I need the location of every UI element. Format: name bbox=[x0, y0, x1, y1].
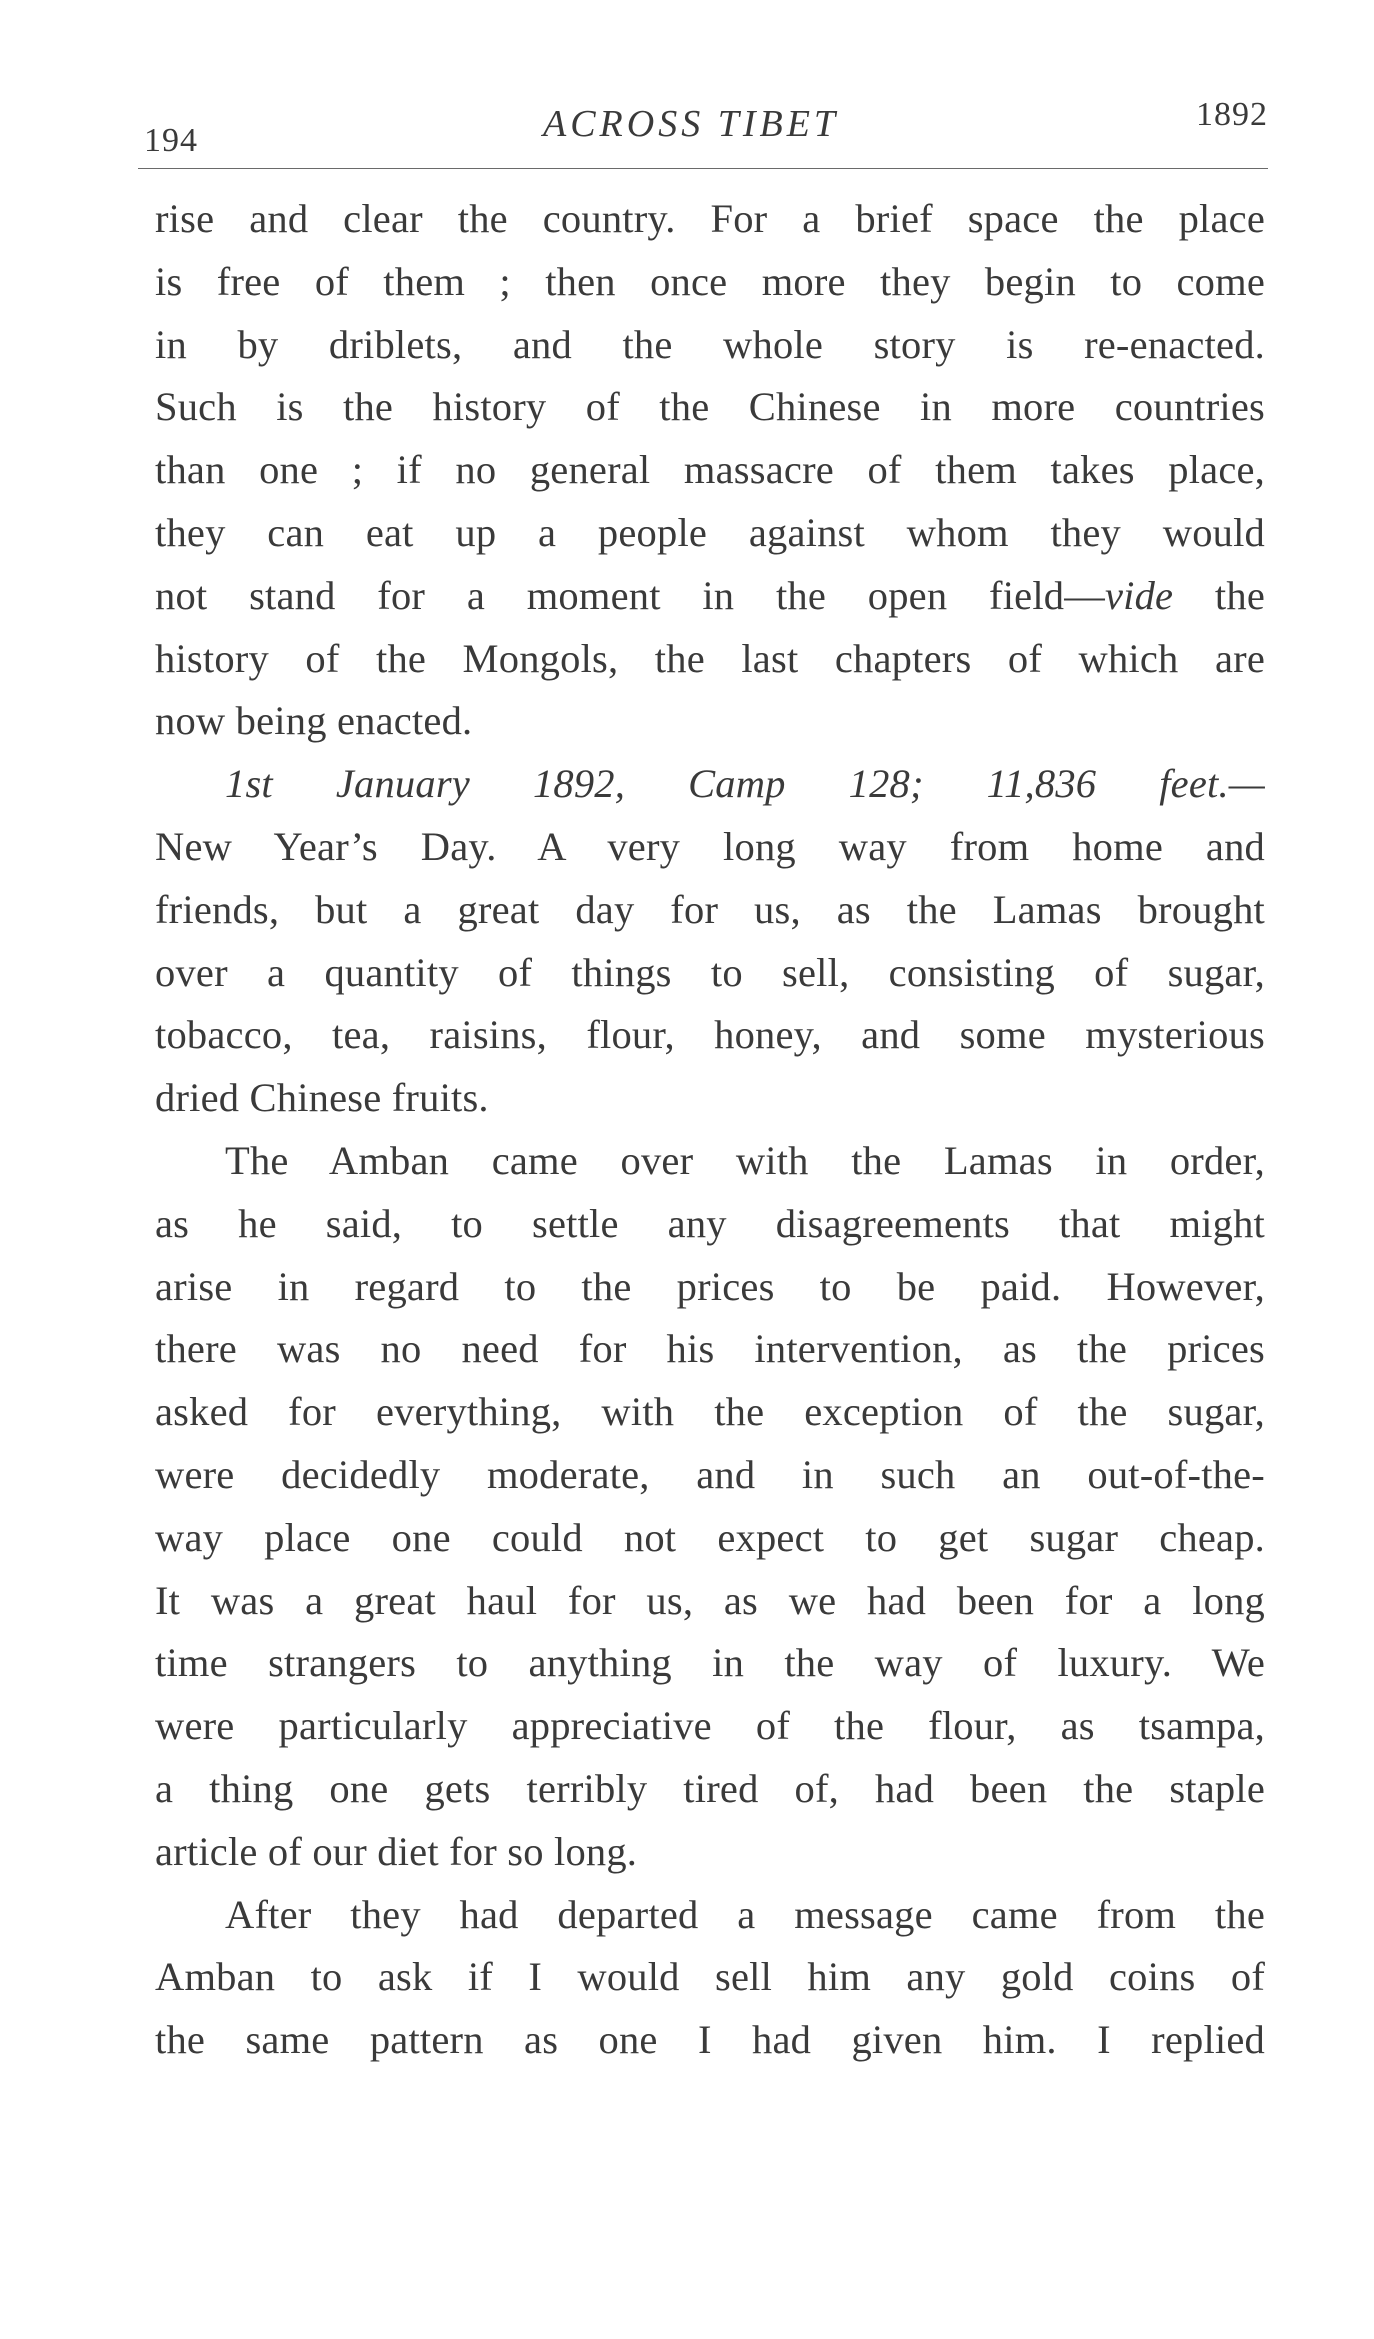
text-line: were particularly appreciative of the flour, as tsampa, bbox=[155, 1703, 1265, 1749]
text-line: history of the Mongols, the last chapters of which are bbox=[155, 635, 1265, 681]
text-line: dried Chinese fruits. bbox=[155, 1075, 489, 1121]
text-line: New Year’s Day. A very long way from home and bbox=[155, 823, 1265, 869]
running-title: ACROSS TIBET bbox=[543, 103, 840, 145]
text-line: now being enacted. bbox=[155, 698, 473, 744]
text-line: time strangers to anything in the way of luxury. We bbox=[155, 1640, 1265, 1686]
text-line: than one ; if no general massacre of them takes place, bbox=[155, 447, 1265, 493]
body-text bbox=[155, 188, 1265, 2072]
text-line: friends, but a great day for us, as the Lamas brought bbox=[155, 886, 1265, 932]
italic-term: vide bbox=[1104, 572, 1174, 618]
text-line: the same pattern as one I had given him. I replied bbox=[155, 2017, 1265, 2063]
text-line: is free of them ; then once more they begin to come bbox=[155, 258, 1265, 304]
text-line: were decidedly moderate, and in such an out-of-the- bbox=[155, 1451, 1265, 1497]
running-head-year: 1892 bbox=[1196, 96, 1268, 133]
page-number: 194 bbox=[144, 122, 198, 159]
text-line: tobacco, tea, raisins, flour, honey, and some mysterious bbox=[155, 1012, 1265, 1058]
text-line: there was no need for his intervention, as the prices bbox=[155, 1326, 1265, 1372]
text-segment: not stand for a moment in the open field— bbox=[155, 572, 1105, 618]
text-line bbox=[155, 565, 1265, 628]
text-line: asked for everything, with the exception of the sugar, bbox=[155, 1389, 1265, 1435]
text-line: a thing one gets terribly tired of, had been the staple bbox=[155, 1765, 1265, 1811]
text-line: The Amban came over with the Lamas in order, bbox=[225, 1137, 1265, 1183]
text-line: they can eat up a people against whom they would bbox=[155, 509, 1265, 555]
text-line: arise in regard to the prices to be paid. However, bbox=[155, 1263, 1265, 1309]
text-segment: the bbox=[1173, 572, 1265, 618]
text-line: rise and clear the country. For a brief space the place bbox=[155, 196, 1265, 241]
text-line: over a quantity of things to sell, consisting of sugar, bbox=[155, 949, 1265, 995]
text-line: Such is the history of the Chinese in more countries bbox=[155, 384, 1265, 430]
text-line: as he said, to settle any disagreements that might bbox=[155, 1200, 1265, 1246]
text-line: It was a great haul for us, as we had been for a long bbox=[155, 1577, 1265, 1623]
dated-heading: 1st January 1892, Camp 128; 11,836 feet.— bbox=[225, 761, 1265, 807]
text-line: Amban to ask if I would sell him any gold coins of bbox=[155, 1954, 1265, 2000]
text-line: After they had departed a message came from the bbox=[225, 1891, 1265, 1937]
running-head bbox=[138, 90, 1268, 170]
text-line: in by driblets, and the whole story is re-enacted. bbox=[155, 321, 1265, 367]
header-rule bbox=[138, 168, 1268, 169]
text-line: article of our diet for so long. bbox=[155, 1828, 638, 1874]
text-line: way place one could not expect to get sugar cheap. bbox=[155, 1514, 1265, 1560]
